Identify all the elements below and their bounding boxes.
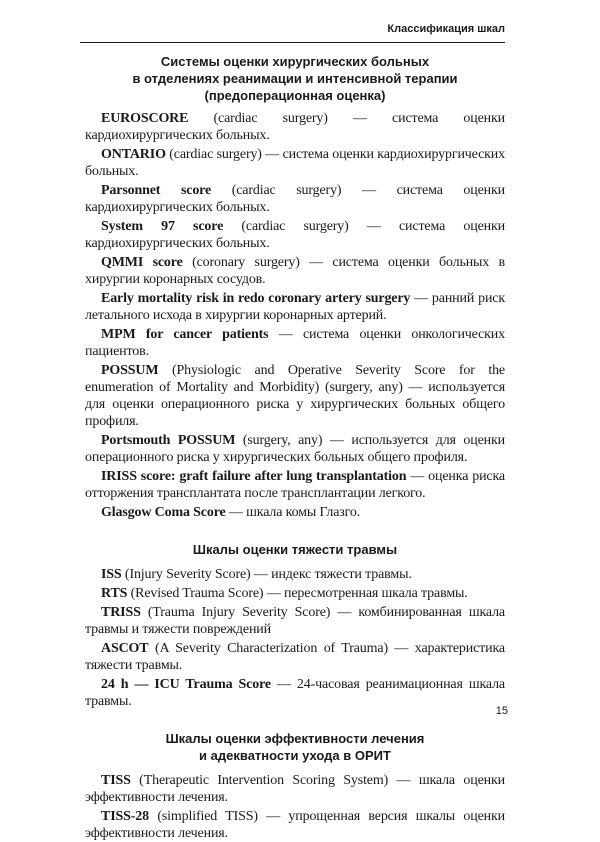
page-content [85, 53, 505, 842]
scale-entry [85, 290, 505, 324]
section-title [85, 541, 505, 558]
scale-entry [85, 110, 505, 144]
scale-description: — оценка риска отторжения трансплантата после трансплантации легкого. [85, 469, 505, 501]
scale-entry [85, 566, 505, 583]
scale-description: — шкала комы Глазго. [225, 505, 361, 520]
section-title-line: (предоперационная оценка) [204, 88, 386, 103]
scale-description: — 24-часовая реанимационная шкала травмы. [85, 677, 506, 709]
scale-description: (Therapeutic Intervention Scoring System) — шкала оценки эффективности лечения. [85, 773, 505, 805]
scale-term: POSSUM [101, 363, 159, 378]
scale-description: — система оценки онкологических пациентов. [85, 327, 506, 359]
scale-term: ONTARIO [101, 147, 166, 162]
scale-entry [85, 772, 505, 806]
scale-entry [85, 808, 505, 842]
section-preoperative-assessment [85, 53, 505, 521]
section-trauma-severity [85, 541, 505, 710]
scale-term: TISS [101, 773, 131, 788]
scale-term: System 97 score [101, 219, 224, 234]
scale-description: (simplified TISS) — упрощенная версия шкалы оценки эффективности лечения. [85, 809, 505, 841]
scale-entry [85, 504, 505, 521]
page-number: 15 [495, 705, 508, 717]
scale-description: (cardiac surgery) — система оценки кардиохирургических больных. [85, 147, 505, 179]
scale-entry [85, 362, 505, 430]
scale-description: (A Severity Characterization of Trauma) — характеристика тяжести травмы. [85, 641, 505, 673]
scale-entry [85, 604, 505, 638]
scale-term: EUROSCORE [101, 111, 189, 126]
section-title [85, 53, 505, 104]
section-title-line: Системы оценки хирургических больных [160, 54, 430, 69]
scale-entry [85, 432, 505, 466]
scale-description: (cardiac surgery) — система оценки кардиохирургических больных. [85, 183, 506, 215]
scale-description: (surgery, any) — используется для оценки операционного риска у хирургических больных общего профиля. [85, 433, 505, 465]
scale-term: TRISS [101, 605, 141, 620]
section-treatment-effectiveness [85, 730, 505, 842]
scale-term: Glasgow Coma Score [101, 505, 226, 520]
section-title-line: и адекватности ухода в ОРИТ [199, 748, 391, 763]
scale-entry [85, 218, 505, 252]
scale-description: (cardiac surgery) — система оценки кардиохирургических больных. [85, 111, 505, 143]
scale-entry [85, 182, 505, 216]
scale-term: Parsonnet score [101, 183, 212, 198]
scale-description: (coronary surgery) — система оценки больных в хирургии коронарных сосудов. [85, 255, 506, 287]
scale-term: 24 h — ICU Trauma Score [101, 677, 271, 692]
scale-entry [85, 146, 505, 180]
scale-term: MPM for cancer patients [101, 327, 269, 342]
scale-entry [85, 254, 505, 288]
scale-description: (Trauma Injury Severity Score) — комбинированная шкала травмы и тяжести повреждений [85, 605, 505, 637]
scale-entry [85, 326, 505, 360]
scale-entry [85, 468, 505, 502]
scale-term: RTS [101, 586, 128, 601]
scale-description: (Revised Trauma Score) — пересмотренная шкала травмы. [127, 586, 468, 601]
section-title [85, 730, 505, 764]
scale-term: IRISS score: graft failure after lung transplantation [101, 469, 407, 484]
scale-term: Early mortality risk in redo coronary artery surgery [101, 291, 411, 306]
section-title-line: Шкалы оценки эффективности лечения [165, 731, 425, 746]
scale-description: (cardiac surgery) — система оценки кардиохирургических больных. [85, 219, 505, 251]
section-title-line: Шкалы оценки тяжести травмы [192, 542, 398, 557]
section-title-line: в отделениях реанимации и интенсивной терапии [132, 71, 458, 86]
scale-term: QMMI score [101, 255, 183, 270]
header-rule [80, 42, 505, 43]
scale-description: (Injury Severity Score) — индекс тяжести травмы. [121, 567, 412, 582]
scale-term: TISS-28 [101, 809, 149, 824]
scale-entry [85, 640, 505, 674]
scale-term: ISS [101, 567, 122, 582]
scale-entry [85, 676, 505, 710]
running-title: Классификация шкал [387, 23, 505, 35]
scale-entry [85, 585, 505, 602]
scale-description: (Physiologic and Operative Severity Score for the enumeration of Mortality and Morbidity) (surgery, any) — используется для оценки операционного риска у хирургических больных общего профиля. [85, 363, 505, 429]
scale-description: — ранний риск летального исхода в хирургии коронарных артерий. [85, 291, 506, 323]
scale-term: ASCOT [101, 641, 149, 656]
scale-term: Portsmouth POSSUM [101, 433, 236, 448]
